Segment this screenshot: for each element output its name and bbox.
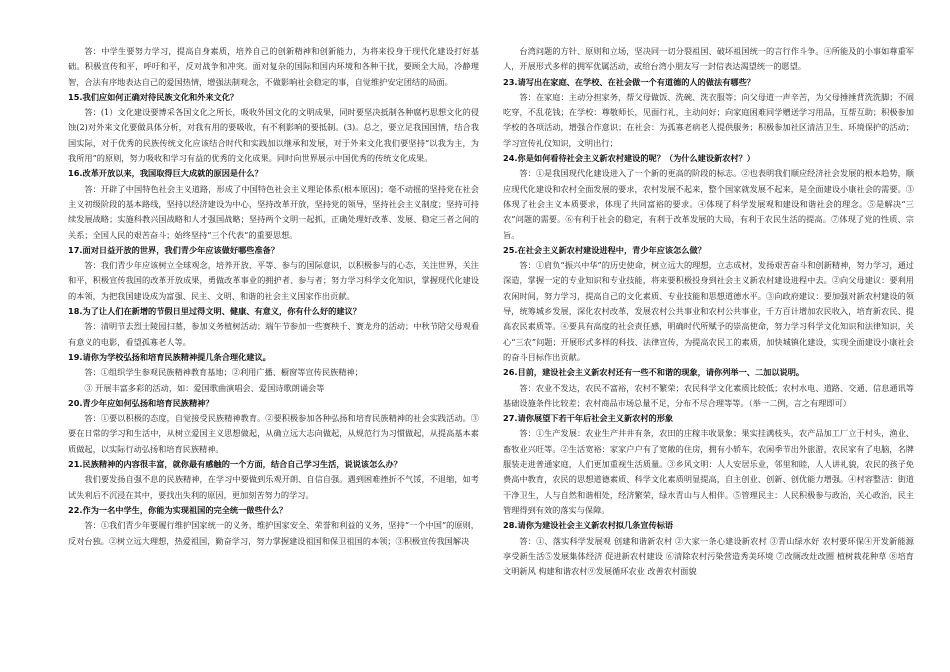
answer-paragraph: 答：中学生要努力学习，提高自身素质，培养自己的创新精神和创新能力，为将来投身于现代化建设打好基础。积极宣传和平，呼吁和平，反对战争和冲突。面对复杂的国际和国内环境和各种干扰，要顾全大局，冷静理智，合法有序地表达自己的爱国热情，增强法制观念，不做影响社会稳定的事，自觉维护安定团结的局面。 — [68, 46, 479, 87]
question-heading: 23.请写出在家庭、在学校、在社会做一个有道德的人的做法有哪些？ — [503, 76, 755, 87]
answer-paragraph: 答：开辟了中国特色社会主义道路，形成了中国特色社会主义理论体系(根本原因)；毫不动摇的坚持党在社会主义初级阶段的基本路线，坚持以经济建设为中心，坚持改革开放，坚持党的领导，坚持社会主义制度；坚持可持续发展战略；实施科教兴国战略和人才强国战略；坚持两个文明一起抓，正确处理好改革、发展、稳定三者之间的关系；全国人民的艰苦奋斗；始终坚持“三个代表”的重要思想。 — [68, 183, 479, 240]
answer-paragraph: 答：①我们青少年要履行维护国家统一的义务，维护国家安全、荣誉和利益的义务，坚持“一个中国”的原则，反对台独。②树立远大理想，热爱祖国，勤奋学习，努力掌握建设祖国和保卫祖国的本领；③积极宣传我国解决 — [68, 520, 479, 546]
question-heading: 21.民族精神的内容很丰富，就你最有感触的一个方面，结合自己学习生活，说说该怎么办？ — [68, 459, 402, 470]
answer-paragraph: ③ 开展丰富多彩的活动，如：爱国歌曲演唱会、爱国诗歌朗诵会等 — [84, 382, 325, 393]
question-heading: 27.请你展望下若干年后社会主义新农村的形象 — [503, 413, 674, 424]
question-heading: 16.改革开放以来，我国取得巨大成就的原因是什么？ — [68, 168, 263, 179]
left-column — [68, 44, 479, 652]
answer-paragraph: 答：清明节去烈士陵园扫墓，参加义务植树活动；端午节参加一些赛秧千、赛龙舟的活动；中秋节陪父母观看有意义的电影，看望孤寡老人等。 — [68, 321, 479, 347]
right-column — [503, 44, 914, 652]
answer-paragraph: 答：①组织学生参观民族精神教育基地；②利用广播、橱窗等宣传民族精神； — [84, 367, 363, 378]
question-heading: 24.你是如何看待社会主义新农村建设的呢？（为什么建设新农村？） — [503, 153, 755, 164]
answer-paragraph: 答：在家庭：主动分担家务，帮父母做饭、洗碗、洗衣服等；向父母道一声辛苦，为父母捶捶背洗洗脚；不闹吃穿，不乱花钱；在学校：尊敬师长，见面行礼，主动问好；向家庭困难同学赠送学习用品，互帮互助；积极参加学校的各项活动，增强合作意识；在社会：为孤寡老病老人提供服务；积极参加社区清洁卫生、环境保护的活动；学习宣传礼仪知识，文明出行； — [503, 91, 914, 148]
question-heading: 26.目前，建设社会主义新农村还有一些不和谐的现象，请你列举一、二加以说明。 — [503, 367, 805, 378]
answer-paragraph: 我们要发扬自强不息的民族精神，在学习中要做到乐观开朗、自信自强。遇到困难挫折不气馁，不退缩，如考试失利后不沉浸在其中，要找出失利的原因，更加刻苦努力的学习。 — [68, 474, 479, 500]
answer-paragraph: 答：(1）文化建设要博采各国文化之所长，吸收外国文化的文明成果，同时要坚决抵制各种腐朽思想文化的侵蚀(2)对外来文化要做具体分析，对我有用的要吸收，有不利影响的要抵制。(3)。总之，要立足我国国情，结合我国实际，对于优秀的民族传统文化应该结合时代和实践加以继承和发展，对于外来文化我们要坚持“以我为主，为我所用”的原则，努力吸收和学习有益的优秀的文化成果。同时向世界展示中国优秀的传统文化成果。 — [68, 107, 479, 164]
answer-paragraph: 答：农业不发达，农民不富裕，农村不繁荣；农民科学文化素质比较低；农村水电、道路、交通、信息通讯等基础设施条件比较差；农村商品市场总量不足，分布不尽合理等等。（举一二例，言之有理即可） — [503, 382, 914, 408]
question-heading: 20.青少年应如何弘扬和培育民族精神？ — [68, 397, 214, 408]
answer-paragraph: 答：①肩负“振兴中华”的历史使命，树立远大的理想，立志成材，发扬艰苦奋斗和创新精神，努力学习，通过深造，掌握一定的专业知识和专业技能，将来要积极投身到社会主义新农村建设进程中去。②向父母建议：要利用农闲时间，努力学习，提高自己的文化素质、专业技能和思想道德水平。③向政府建议：要加强对新农村建设的领导，统筹城乡发展，深化农村改革，发展农村公共事业和农村公共事业，千方百计增加农民收入，培育新农民、提高农民素质等。④要具有高度的社会责任感，明确时代所赋予的崇高使命，努力学习科学文化知识和法律知识，关心“三农”问题；开展形式多样的科技、法律宣传，为提高农民工的素质，加快城镇化建设，实现全面建设小康社会的奋斗目标作出贡献。 — [503, 260, 914, 362]
answer-paragraph: 答：①、落实科学发展观 创建和谐新农村 ②大家一条心建设新农村 ③青山绿水好 农村要环保④开发新能源 享受新生活⑤发展集体经济 促进新农村建设 ⑥清除农村污染营造秀美环境 ⑦改厕改灶改圈 植树栽花种草 ⑧培育文明新风 构建和谐农村⑨发展循环农业 改善农村面貌 — [503, 535, 914, 577]
question-heading: 18.为了让人们在新增的节假日里过得文明、健康、有意义，你有什么好的建议？ — [68, 306, 361, 317]
question-heading: 28.请你为建设社会主义新农村拟几条宣传标语 — [503, 520, 674, 531]
answer-paragraph: 答：①生产发展：农业生产井井有条，农田的庄稼丰收景象；果实挂满枝头，农产品加工厂立于村头，渔业、畜牧业兴旺等。②生活宽裕：家家户户有了宽敞的住房，拥有小轿车，农闲季节出外旅游，农民家有了电脑，名牌服装走进普通家庭，人们更加重视生活质量。③乡风文明：人人安居乐业，邻里和睦，人人讲礼貌，农民的孩子免费高中教育，农民的思想道德素质、科学文化素质明显提高，自主创业、创新、创优能力增强。④村容整洁：街道干净卫生，人与自然和谐相处，经济繁荣，绿水青山与人相伴。⑤管理民主：人民积极参与政治，关心政治，民主管理得到有效的落实与保障。 — [503, 428, 914, 515]
answer-paragraph: 台湾问题的方针、原则和立场，坚决同一切分裂祖国、破坏祖国统一的言行作斗争。④所能及的小事如尊重军人，开展形式多样的拥军优属活动，或给台湾小朋友写一封信表达渴望统一的愿望。 — [503, 46, 914, 72]
answer-paragraph: 答：①是我国现代化建设进入了一个新的更高的阶段的标志。②也表明我们顺应经济社会发展的根本趋势，顺应现代化建设和农村全面发展的要求，农村发展不起来，整个国家就发展不起来，是全面建设小康社会的需要。③体现了社会主义本质要求，体现了共同富裕的要求。④体现了科学发展观和建设和谐社会的理念。⑤是解决“三农”问题的需要。⑥有利于社会的稳定，有利于改革发展的大局，有利于农民生活的提高。⑦体现了党的性质、宗旨。 — [503, 168, 914, 240]
answer-paragraph: 答：我们青少年应该树立全球观念，培养开放、平等、参与的国际意识，以积极参与的心态，关注世界，关注和平，积极宣传我国的改革开放成果，勇做改革事业的拥护者、参与者；努力学习科学文化知识，掌握现代化建设的本领，为把我国建设成为富强、民主、文明、和谐的社会主义国家作出贡献。 — [68, 260, 479, 301]
question-heading: 22.作为一名中学生，你能为实现祖国的完全统一做些什么？ — [68, 504, 288, 515]
question-heading: 17.面对日益开放的世界，我们青少年应该做好哪些准备？ — [68, 244, 280, 255]
question-heading: 25.在社会主义新农村建设进程中，青少年应该怎么做？ — [503, 244, 706, 255]
question-heading: 19.请你为学校弘扬和培育民族精神提几条合理化建议。 — [68, 351, 271, 362]
answer-paragraph: 答：①要以积极的态度，自觉接受民族精神教育。②要积极参加各种弘扬和培育民族精神的社会实践活动。③要在日常的学习和生活中，从树立爱国主义思想做起，从确立远大志向做起，从规范行为习惯做起，从提高基本素质做起，以实际行动弘扬和培育民族精神。 — [68, 413, 479, 454]
question-heading: 15.我们应如何正确对待民族文化和外来文化？ — [68, 91, 239, 102]
